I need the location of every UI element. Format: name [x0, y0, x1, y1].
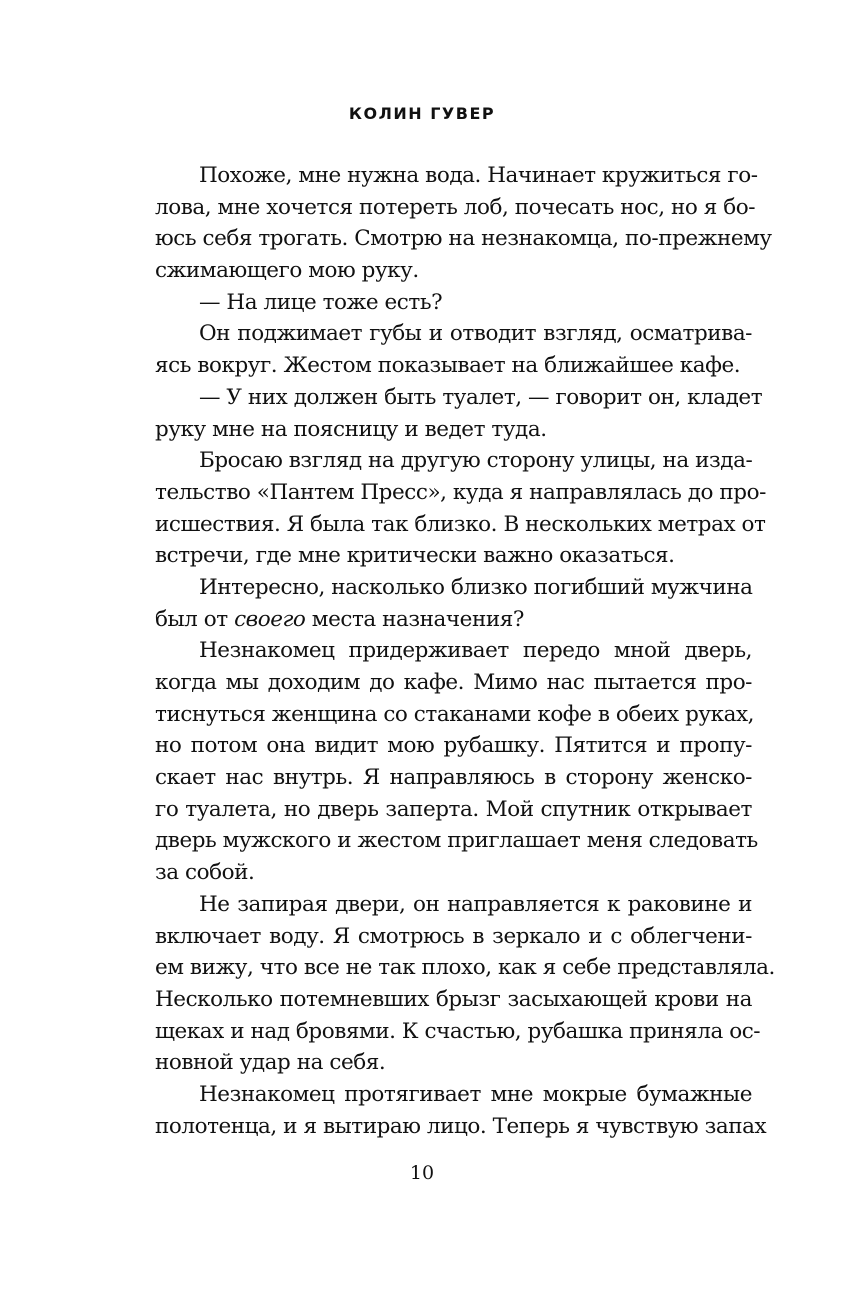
text-line: новной удар на себя.	[155, 1050, 386, 1076]
text-line: дверь мужского и жестом приглашает меня следовать	[155, 828, 758, 854]
text-line: Незнакомец придерживает передо мной дверь,	[199, 638, 752, 664]
text-line: ем вижу, что все не так плохо, как я себе представляла.	[155, 955, 775, 981]
text-line: за собой.	[155, 860, 255, 886]
text-line: Он поджимает губы и отводит взгляд, осматрива-	[199, 321, 752, 347]
text-line: ясь вокруг. Жестом показывает на ближайшее кафе.	[155, 353, 741, 379]
text-line: Несколько потемневших брызг засыхающей крови на	[155, 986, 752, 1012]
text-line: тиснуться женщина со стаканами кофе в обеих руках,	[155, 701, 755, 727]
text-fragment: был от	[155, 606, 235, 632]
text-line: го туалета, но дверь заперта. Мой спутник открывает	[155, 796, 752, 822]
text-line: — У них должен быть туалет, — говорит он, кладет	[199, 384, 763, 410]
text-line: Интересно, насколько близко погибший мужчина	[199, 574, 753, 600]
page-number: 10	[409, 1162, 435, 1184]
book-page-text	[155, 160, 775, 1142]
text-line	[155, 604, 752, 636]
text-line: встречи, где мне критически важно оказаться.	[155, 543, 675, 569]
text-line: но потом она видит мою рубашку. Пятится и пропу-	[155, 733, 752, 759]
text-line: когда мы доходим до кафе. Мимо нас пытается про-	[155, 670, 752, 695]
text-line: Похоже, мне нужна вода. Начинает кружиться го-	[199, 163, 758, 188]
text-line: Незнакомец протягивает мне мокрые бумажные	[199, 1081, 752, 1107]
text-fragment: места назначения?	[305, 606, 524, 632]
text-line: щеках и над бровями. К счастью, рубашка приняла ос-	[155, 1018, 761, 1044]
text-line: тельство «Пантем Пресс», куда я направлялась до про-	[155, 479, 766, 505]
text-line: сжимающего мою руку.	[155, 258, 419, 284]
text-line: руку мне на поясницу и ведет туда.	[155, 416, 547, 442]
italic-emphasis: своего	[234, 606, 306, 632]
text-line: Бросаю взгляд на другую сторону улицы, на изда-	[199, 448, 753, 474]
running-header-author: КОЛИН ГУВЕР	[348, 104, 496, 123]
text-line: скает нас внутрь. Я направляюсь в сторону женско-	[155, 765, 752, 791]
text-line: Не запирая двери, он направляется к раковине и	[199, 891, 752, 917]
text-line: юсь себя трогать. Смотрю на незнакомца, по-прежнему	[155, 226, 772, 252]
text-line: исшествия. Я была так близко. В нескольких метрах от	[155, 511, 766, 537]
text-line: лова, мне хочется потереть лоб, почесать нос, но я бо-	[155, 194, 756, 220]
text-line: включает воду. Я смотрюсь в зеркало и с облегчени-	[155, 923, 752, 949]
text-line: — На лице тоже есть?	[199, 289, 443, 315]
text-line: полотенца, и я вытираю лицо. Теперь я чувствую запах	[155, 1113, 767, 1139]
